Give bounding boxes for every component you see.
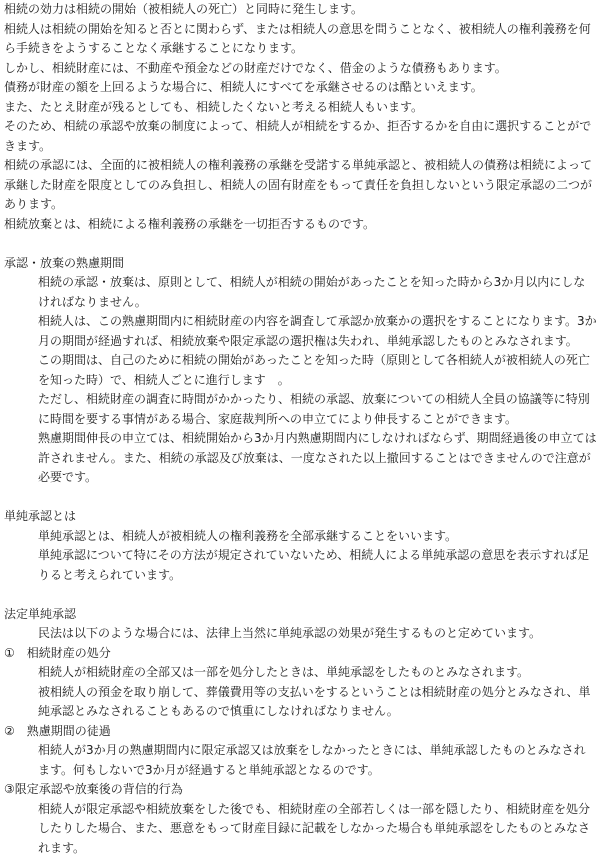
intro-section [4, 0, 597, 234]
intro-paragraph: 債務が財産の額を上回るような場合に、相続人にすべてを承継させるのは酷といえます。 [4, 78, 597, 98]
spacer [4, 585, 597, 605]
spacer [4, 488, 597, 508]
spacer [4, 234, 597, 254]
section-simple-acceptance [4, 507, 597, 585]
list-item-label: ② 熟慮期間の徒過 [4, 722, 597, 742]
section-paragraph: この期間は、自己のために相続の開始があったことを知った時（原則として各相続人が被相続人の死亡を知った時）で、相続人ごとに進行します 。 [4, 351, 597, 390]
section-heading: 承認・放棄の熟慮期間 [4, 254, 597, 274]
section-deliberation-period [4, 254, 597, 488]
section-paragraph: 単純承認について特にその方法が規定されていないため、相続人による単純承認の意思を表示すれば足りると考えられています。 [4, 546, 597, 585]
list-item-paragraph: 相続人が3か月の熟慮期間内に限定承認又は放棄をしなかったときには、単純承認したものとみなされます。何もしないで3か月が経過すると単純承認となるのです。 [4, 741, 597, 780]
section-paragraph: 相続の承認・放棄は、原則として、相続人が相続の開始があったことを知った時から3か月以内にしなければなりません。 [4, 273, 597, 312]
section-paragraph: 相続人は、この熟慮期間内に相続財産の内容を調査して承認か放棄かの選択をすることになります。3か月の期間が経過すれば、相続放棄や限定承認の選択権は失われ、単純承認したものとみなされます。 [4, 312, 597, 351]
intro-paragraph: 相続人は相続の開始を知ると否とに関わらず、または相続人の意思を問うことなく、被相続人の権利義務を何ら手続きをようすることなく承継することになります。 [4, 20, 597, 59]
list-item-label: ① 相続財産の処分 [4, 644, 597, 664]
list-item-paragraph: 相続人が相続財産の全部又は一部を処分したときは、単純承認をしたものとみなされます。 [4, 663, 597, 683]
section-statutory-acceptance [4, 605, 597, 858]
intro-paragraph: 相続の効力は相続の開始（被相続人の死亡）と同時に発生します。 [4, 0, 597, 20]
list-item-label: ③限定承認や放棄後の背信的行為 [4, 780, 597, 800]
intro-paragraph: また、たとえ財産が残るとしても、相続したくないと考える相続人もいます。 [4, 98, 597, 118]
intro-paragraph: そのため、相続の承認や放棄の制度によって、相続人が相続をするか、拒否するかを自由に選択することができます。 [4, 117, 597, 156]
list-item-paragraph: 被相続人の預金を取り崩して、葬儀費用等の支払いをするということは相続財産の処分とみなされ、単純承認とみなされることもあるので慎重にしなければなりません。 [4, 683, 597, 722]
intro-paragraph: 相続の承認には、全面的に被相続人の権利義務の承継を受諾する単純承認と、被相続人の債務は相続によって承継した財産を限度としてのみ負担し、相続人の固有財産をもって責任を負担しないという限定承認の二つがあります。 [4, 156, 597, 215]
list-item-paragraph: 相続人が限定承認や相続放棄をした後でも、相続財産の全部若しくは一部を隠したり、相続財産を処分したりした場合、また、悪意をもって財産目録に記載をしなかった場合も単純承認をしたものとみなされます。 [4, 800, 597, 858]
section-paragraph: 単純承認とは、相続人が被相続人の権利義務を全部承継することをいいます。 [4, 527, 597, 547]
intro-paragraph: しかし、相続財産には、不動産や預金などの財産だけでなく、借金のような債務もあります。 [4, 59, 597, 79]
section-paragraph: 熟慮期間伸長の申立ては、相続開始から3か月内熟慮期間内にしなければならず、期間経過後の申立ては許されません。また、相続の承認及び放棄は、一度なされた以上撤回することはできませんので注意が必要です。 [4, 429, 597, 488]
intro-paragraph: 相続放棄とは、相続による権利義務の承継を一切拒否するものです。 [4, 215, 597, 235]
section-heading: 単純承認とは [4, 507, 597, 527]
section-lead: 民法は以下のような場合には、法律上当然に単純承認の効果が発生するものと定めています。 [4, 624, 597, 644]
section-paragraph: ただし、相続財産の調査に時間がかかったり、相続の承認、放棄についての相続人全員の協議等に特別に時間を要する事情がある場合、家庭裁判所への申立てにより伸長することができます。 [4, 390, 597, 429]
section-heading: 法定単純承認 [4, 605, 597, 625]
